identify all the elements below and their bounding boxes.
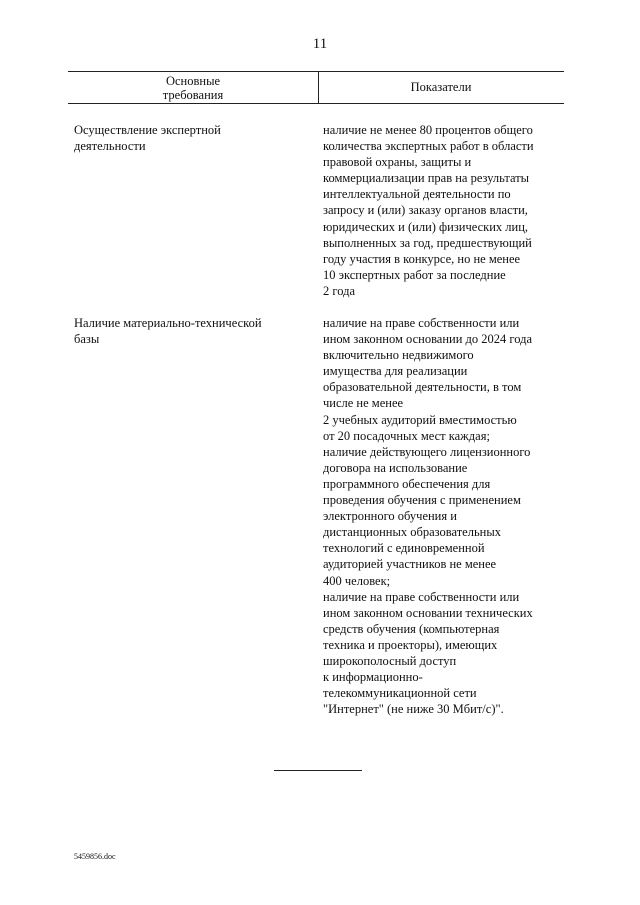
text-line: наличие на праве собственности или — [323, 589, 520, 604]
text-line: аудиторией участников не менее — [323, 557, 497, 572]
table-header-bottom-rule — [68, 103, 564, 104]
text-line: 400 человек; — [323, 573, 391, 588]
text-line: средств обучения (компьютерная — [323, 621, 500, 636]
text-line: 10 экспертных работ за последние — [323, 267, 506, 282]
document-id: 5459856.doc — [74, 852, 116, 861]
column-header-requirements — [68, 74, 318, 102]
text-line: технологий с единовременной — [323, 541, 485, 556]
text-line: Наличие материально-технической — [74, 316, 262, 330]
text-line: деятельности — [74, 139, 146, 154]
text-line: числе не менее — [323, 396, 404, 411]
text-line: базы — [74, 332, 100, 347]
text-line: "Интернет" (не ниже 30 Мбит/с)". — [323, 702, 504, 717]
text-line: наличие не менее 80 процентов общего — [323, 123, 533, 137]
text-line: юридических и (или) физических лиц, — [323, 219, 529, 234]
text-line: 2 года — [323, 283, 355, 298]
text-line: интеллектуальной деятельности по — [323, 187, 511, 202]
text-line: электронного обучения и — [323, 509, 457, 524]
text-line: телекоммуникационной сети — [323, 686, 477, 701]
text-line: включительно недвижимого — [323, 348, 474, 363]
requirement-cell-expert-activity — [74, 122, 221, 154]
text-line: проведения обучения с применением — [323, 493, 521, 508]
text-line: от 20 посадочных мест каждая; — [323, 428, 490, 443]
text-line: выполненных за год, предшествующий — [323, 235, 532, 250]
text-line: 2 учебных аудиторий вместимостью — [323, 412, 517, 427]
text-line: запросу и (или) заказу органов власти, — [323, 203, 528, 218]
column-header-indicators: Показатели — [410, 80, 472, 94]
text-line: количества экспертных работ в области — [323, 139, 534, 154]
text-line: широкополосный доступ — [323, 653, 457, 668]
indicator-cell-material-base — [323, 315, 533, 717]
text-line: программного обеспечения для — [323, 476, 491, 491]
text-line: ином законном основании до 2024 года — [323, 332, 533, 347]
text-line: коммерциализации прав на результаты — [323, 171, 530, 186]
requirement-cell-material-base — [74, 315, 262, 347]
text-line: дистанционных образовательных — [323, 525, 502, 540]
text-line: имущества для реализации — [323, 364, 468, 379]
indicator-cell-expert-activity — [323, 122, 534, 299]
column-header-requirements-line2: требования — [162, 88, 224, 102]
page-number: 11 — [312, 36, 328, 52]
text-line: техника и проекторы), имеющих — [323, 637, 498, 652]
text-line: образовательной деятельности, в том — [323, 380, 522, 395]
text-line: году участия в конкурсе, но не менее — [323, 251, 521, 266]
text-line: наличие действующего лицензионного — [323, 444, 531, 459]
text-line: ином законном основании технических — [323, 605, 533, 620]
text-line: к информационно- — [323, 670, 423, 685]
text-line: наличие на праве собственности или — [323, 316, 520, 330]
table-header-top-rule — [68, 71, 564, 72]
text-line: Осуществление экспертной — [74, 123, 221, 137]
text-line: договора на использование — [323, 460, 468, 475]
end-of-table-rule — [274, 770, 362, 771]
column-header-requirements-line1: Основные — [165, 74, 221, 88]
text-line: правовой охраны, защиты и — [323, 155, 472, 170]
